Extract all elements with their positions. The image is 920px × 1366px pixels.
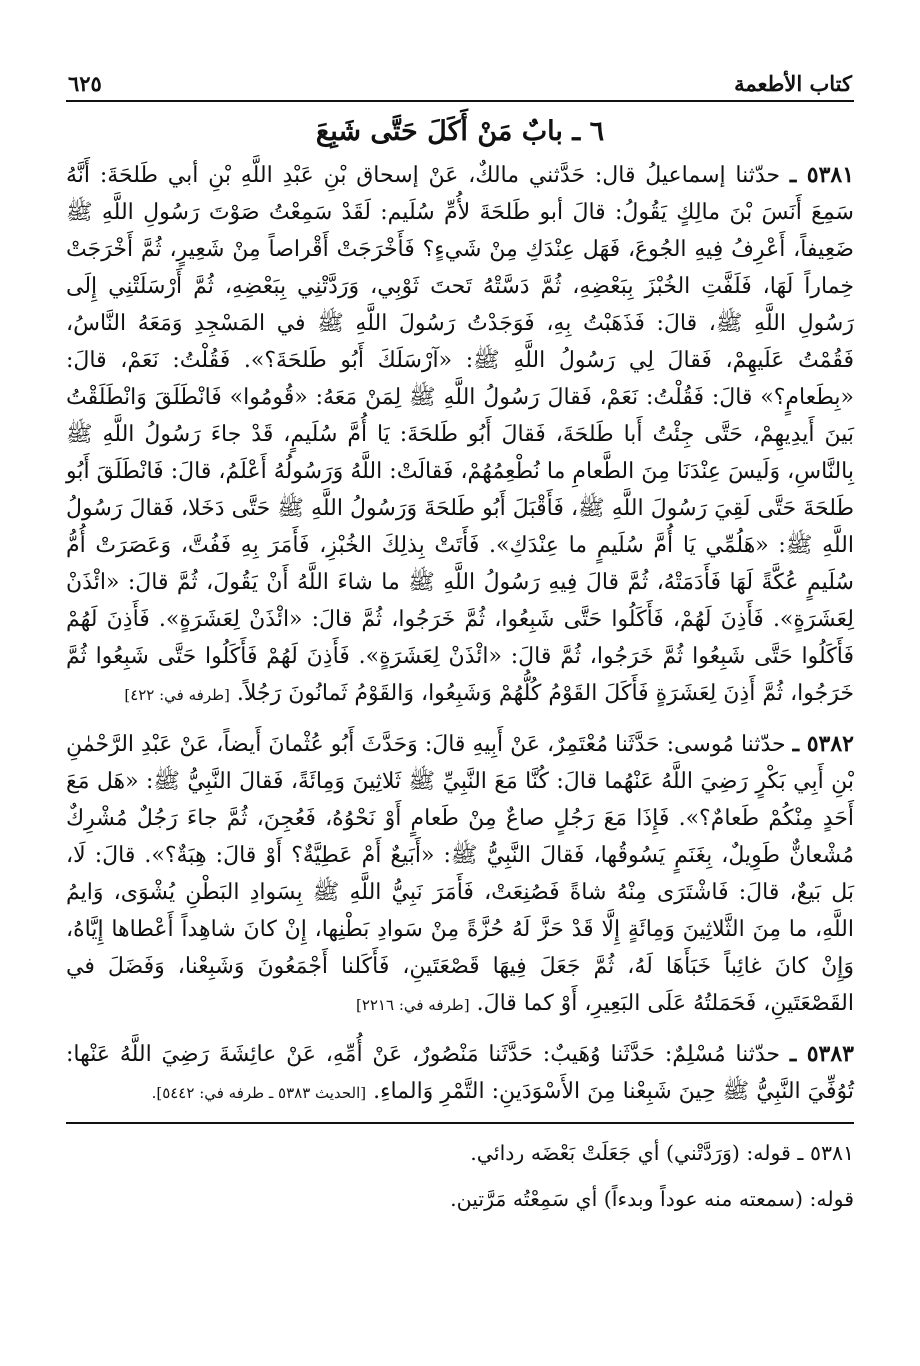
hadith-paragraph [66,1036,854,1112]
cross-reference: [طرفه في: ٢٢١٦] [355,996,470,1014]
running-book-title: كتاب الأطعمة [734,71,852,96]
commentary-note: ٥٣٨١ ـ قوله: (وَرَدَّتْني) أي جَعَلَتْ بَعْضَه ردائي. [470,1140,854,1165]
hadith-number: ٥٣٨١ ـ [789,162,855,188]
cross-reference: [طرفه في: ٤٢٢] [124,686,230,704]
hadith-text: حدّثنا مُسْلِمٌ: حَدَّثَنا وُهَيبٌ: حَدَّثَنا مَنْصُورٌ، عَنْ أُمِّهِ، عَنْ عائِشَةَ رَضِيَ اللَّهُ عَنْها: تُوُفِّيَ النَّبِيُّ ﷺ حِينَ شَبِعْنا مِنَ الأَسْوَدَينِ: التَّمْرِ وَالماءِ. [66,1042,854,1104]
hadith-text: حدّثنا إسماعيلُ قال: حَدَّثني مالكٌ، عَنْ إسحاق بْنِ عَبْدِ اللَّهِ بْنِ أبي طَلحَةَ: أَنَّهُ سَمِعَ أَنَسَ بْنَ مالِكٍ يَقُولُ: قالَ أبو طَلحَةَ لأُمِّ سُلَيم: لَقَدْ سَمِعْتُ صَوْتَ رَسُولِ اللَّهِ ﷺ ضَعِيفاً، أَعْرِفُ فِيهِ الجُوعَ، فَهَل عِنْدَكِ مِنْ شَيءٍ؟ فَأَخْرَجَتْ أَقْراصاً مِنْ شَعِيرٍ، ثُمَّ أَخْرَجَتْ خِماراً لَهَا، فَلَفَّتِ الخُبْزَ بِبَعْضِهِ، ثُمَّ دَسَّتْهُ تَحتَ ثَوْبِي، وَرَدَّتْنِي بِبَعْضِهِ، ثُمَّ أَرْسَلَتْنِي إِلَى رَسُولِ اللَّهِ ﷺ، قالَ: فَذَهَبْتُ بِهِ، فَوَجَدْتُ رَسُولَ اللَّهِ ﷺ في المَسْجِدِ وَمَعَهُ النَّاسُ، فَقُمْتُ عَلَيهِمْ، فَقالَ لِي رَسُولُ اللَّهِ ﷺ: «آرْسَلَكَ أَبُو طَلحَةَ؟». فَقُلْتُ: نَعَمْ، قالَ: «بِطَعامٍ؟» قالَ: فَقُلْتُ: نَعَمْ، فَقالَ رَسُولُ اللَّهِ ﷺ لِمَنْ مَعَهُ: «قُومُوا» فَانْطَلَقَ وَانْطَلَقْتُ بَينَ أَيدِيهِمْ، حَتَّى جِئْتُ أَبا طَلحَةَ، فَقالَ أَبُو طَلحَةَ: يَا أُمَّ سُلَيمٍ، قَدْ جاءَ رَسُولُ اللَّهِ ﷺ بِالنَّاسِ، وَلَيسَ عِنْدَنَا مِنَ الطَّعامِ ما نُطْعِمُهُمْ، فَقالَتْ: اللَّهُ وَرَسُولُهُ أَعْلَمُ، قالَ: فَانْطَلَقَ أَبُو طَلحَةَ حَتَّى لَقِيَ رَسُولَ اللَّهِ ﷺ، فَأَقْبَلَ أَبُو طَلحَةَ وَرَسُولُ اللَّهِ ﷺ حَتَّى دَخَلا، فَقالَ رَسُولُ اللَّهِ ﷺ: «هَلُمِّي يَا أُمَّ سُلَيمٍ ما عِنْدَكِ». فَأَتَتْ بِذلِكَ الخُبْزِ، فَأَمَرَ بِهِ فَفُتَّ، وَعَصَرَتْ أُمُّ سُلَيمٍ عُكَّةً لَهَا فَأَدَمَتْهُ، ثُمَّ قالَ فِيهِ رَسُولُ اللَّهِ ﷺ ما شاءَ اللَّهُ أَنْ يَقُولَ، ثُمَّ قالَ: «ائْذَنْ لِعَشَرَةٍ». فَأَذِنَ لَهُمْ، فَأَكَلُوا حَتَّى شَبِعُوا، ثُمَّ خَرَجُوا، ثُمَّ قالَ: «ائْذَنْ لِعَشَرَةٍ». فَأَذِنَ لَهُمْ فَأَكَلُوا حَتَّى شَبِعُوا ثُمَّ خَرَجُوا، ثُمَّ قالَ: «ائْذَنْ لِعَشَرَةٍ». فَأَذِنَ لَهُمْ فَأَكَلُوا حَتَّى شَبِعُوا ثُمَّ خَرَجُوا، ثُمَّ أَذِنَ لِعَشَرَةٍ فَأَكَلَ القَوْمُ كُلُّهُمْ وَشَبِعُوا، وَالقَوْمُ ثَمانُونَ رَجُلاً. [66,163,854,706]
commentary-note: قوله: (سمعته منه عوداً وبدءاً) أي سَمِعْتُه مَرَّتين. [450,1186,854,1211]
page-number: ٦٢٥ [68,71,102,96]
cross-reference: [الحديث ٥٣٨٣ ـ طرفه في: ٥٤٤٢]. [151,1084,367,1102]
hadith-paragraph [66,157,854,714]
hadith-text: حدّثنا مُوسى: حَدَّثَنا مُعْتَمِرٌ، عَنْ أَبِيهِ قالَ: وَحَدَّثَ أَبُو عُثْمانَ أَيضاً، عَنْ عَبْدِ الرَّحْمٰنِ بْنِ أَبِي بَكْرٍ رَضِيَ اللَّهُ عَنْهُما قالَ: كُنَّا مَعَ النَّبِيِّ ﷺ ثَلاثِينَ وَمِائَةً، فَقالَ النَّبِيُّ ﷺ: «هَل مَعَ أَحَدٍ مِنْكُمْ طَعامٌ؟». فَإِذَا مَعَ رَجُلٍ صاعٌ مِنْ طَعامٍ أَوْ نَحْوُهُ، فَعُجِنَ، ثُمَّ جاءَ رَجُلٌ مُشْرِكٌ مُشْعانٌّ طَوِيلٌ، بِغَنَمٍ يَسُوقُها، فَقالَ النَّبِيُّ ﷺ: «أَبَيعٌ أَمْ عَطِيَّةٌ؟ أَوْ قالَ: هِبَةٌ؟». قالَ: لَا، بَل بَيعٌ، قالَ: فَاشْتَرَى مِنْهُ شاةً فَصُنِعَتْ، فَأَمَرَ نَبِيُّ اللَّهِ ﷺ بِسَوادِ البَطْنِ يُشْوَى، وَايمُ اللَّهِ، ما مِنَ الثَّلاثِينَ وَمِائَةٍ إِلَّا قَدْ حَزَّ لَهُ حُزَّةً مِنْ سَوادِ بَطْنِها، إِنْ كانَ شاهِداً أَعْطاها إِيَّاهُ، وَإِنْ كانَ غائِباً خَبَأَهَا لَهُ، ثُمَّ جَعَلَ فِيهَا قَصْعَتَينِ، فَأَكَلنا أَجْمَعُونَ وَشَبِعْنا، وَفَضَلَ في القَصْعَتَينِ، فَحَمَلتُهُ عَلَى البَعِيرِ، أَوْ كما قالَ. [66,732,855,1016]
page-header [66,62,854,100]
commentary-divider [66,1122,854,1124]
hadith-number: ٥٣٨٢ ـ [792,731,854,757]
hadith-paragraph [66,726,854,1024]
chapter-title: ٦ ـ بابٌ مَنْ أَكَلَ حَتَّى شَبِعَ [315,116,605,147]
hadith-number: ٥٣٨٣ ـ [789,1041,854,1067]
header-divider [66,100,854,102]
